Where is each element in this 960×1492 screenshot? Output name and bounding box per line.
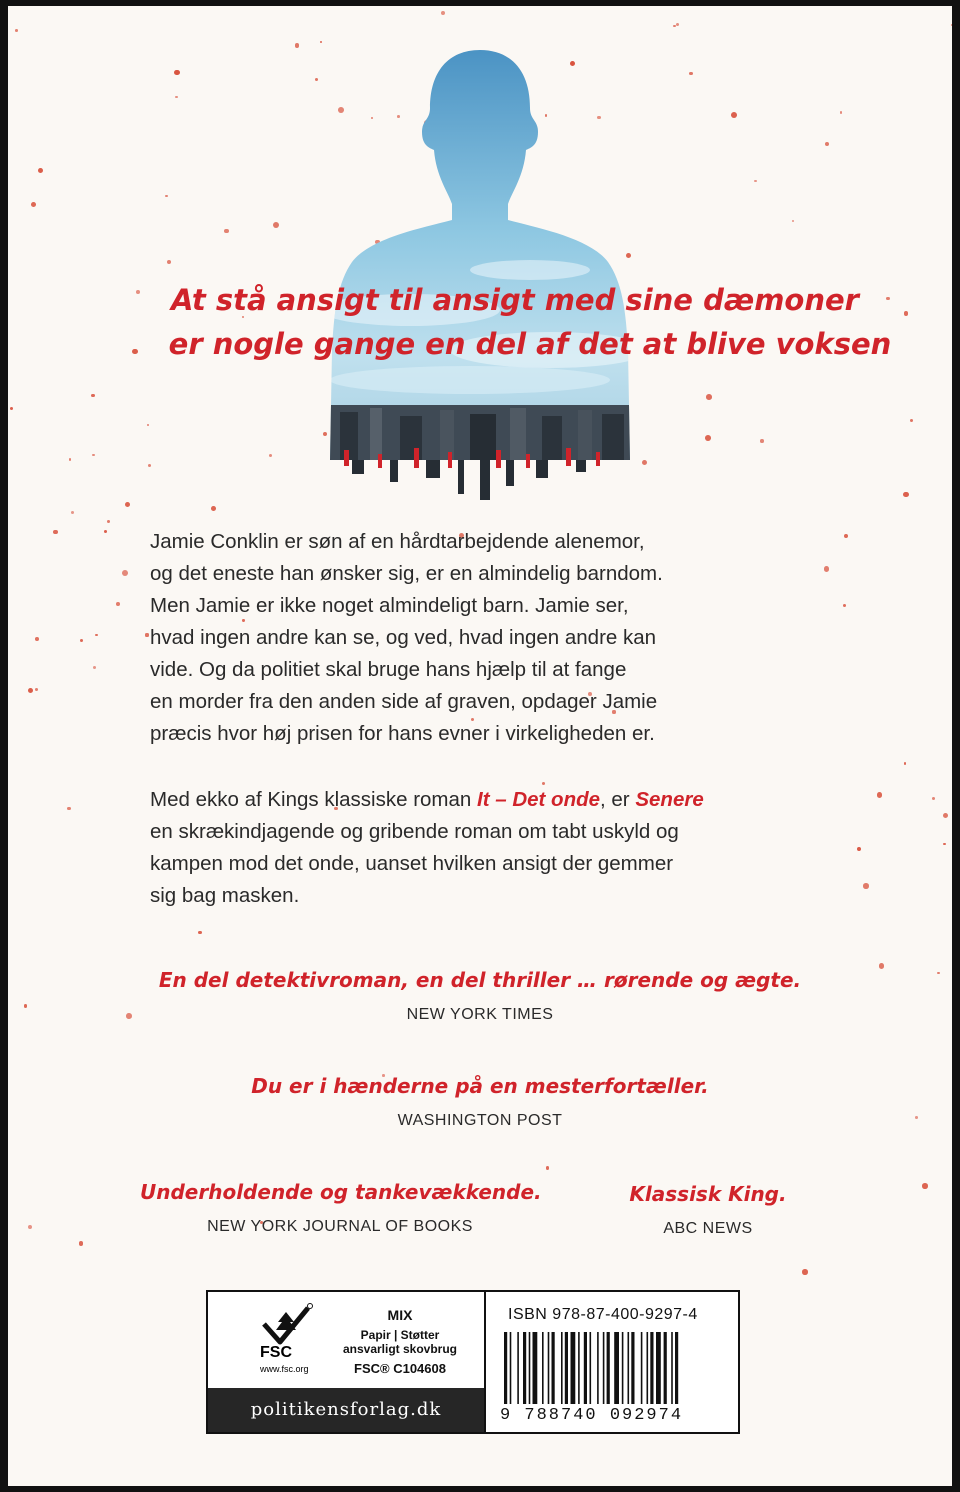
speck-dot bbox=[937, 972, 940, 975]
blurb-line: kampen mod det onde, uanset hvilken ansigt der gemmer bbox=[150, 852, 674, 875]
barcode-bar bbox=[523, 1332, 526, 1404]
book-title: Senere bbox=[635, 788, 704, 811]
speck-dot bbox=[15, 29, 18, 32]
speck-dot bbox=[92, 454, 94, 456]
blurb-text: Med ekko af Kings klassiske roman bbox=[150, 788, 477, 811]
fsc-label: FSC bbox=[260, 1344, 292, 1361]
blurb-line: vide. Og da politiet skal bruge hans hjælp til at fange bbox=[150, 658, 627, 681]
speck-dot bbox=[167, 260, 171, 264]
fsc-line-2: ansvarligt skovbrug bbox=[342, 1342, 458, 1356]
barcode-bar bbox=[578, 1332, 580, 1404]
barcode-bar bbox=[529, 1332, 531, 1404]
speck-dot bbox=[269, 454, 272, 457]
review-quote bbox=[140, 1178, 540, 1240]
barcode-bar bbox=[656, 1332, 661, 1404]
review-quote bbox=[108, 966, 852, 1028]
quote-text: Du er i hænderne på en mesterfortæller. bbox=[251, 1074, 709, 1098]
fsc-url: www.fsc.org bbox=[260, 1364, 309, 1374]
speck-dot bbox=[922, 1183, 927, 1188]
barcode-bar bbox=[675, 1332, 678, 1404]
blurb-text: , er bbox=[600, 788, 636, 811]
speck-dot bbox=[38, 168, 43, 173]
barcode-bar bbox=[565, 1332, 568, 1404]
speck-dot bbox=[35, 688, 38, 691]
speck-dot bbox=[198, 931, 202, 935]
speck-dot bbox=[35, 637, 39, 641]
barcode-bar bbox=[622, 1332, 624, 1404]
speck-dot bbox=[802, 1269, 807, 1274]
barcode-bar bbox=[597, 1332, 599, 1404]
speck-dot bbox=[104, 530, 107, 533]
blurb-line: sig bag masken. bbox=[150, 884, 300, 907]
speck-dot bbox=[211, 506, 216, 511]
speck-dot bbox=[857, 847, 861, 851]
barcode-bar bbox=[584, 1332, 587, 1404]
boy-silhouette-illustration bbox=[330, 50, 630, 500]
speck-dot bbox=[273, 222, 279, 228]
speck-dot bbox=[915, 1116, 918, 1119]
blurb-line: hvad ingen andre kan se, og ved, hvad ingen andre kan bbox=[150, 626, 657, 649]
speck-dot bbox=[165, 195, 168, 198]
barcode-bar bbox=[628, 1332, 630, 1404]
barcode-bar bbox=[504, 1332, 507, 1404]
box-divider bbox=[484, 1292, 486, 1432]
speck-dot bbox=[315, 78, 318, 81]
tagline-line-1: At stå ansigt til ansigt med sine dæmoner bbox=[171, 283, 859, 317]
fsc-line-1: Papir | Støtter bbox=[360, 1328, 440, 1342]
speck-dot bbox=[80, 639, 83, 642]
barcode-bar bbox=[671, 1332, 673, 1404]
quote-text: Underholdende og tankevækkende. bbox=[140, 1180, 542, 1204]
barcode-bar bbox=[561, 1332, 563, 1404]
speck-dot bbox=[71, 511, 74, 514]
barcode-bar bbox=[641, 1332, 643, 1404]
referenced-title: It – Det onde bbox=[477, 788, 601, 811]
blurb-line: og det eneste han ønsker sig, er en almindelig barndom. bbox=[150, 562, 663, 585]
speck-dot bbox=[840, 111, 842, 113]
speck-dot bbox=[932, 797, 935, 800]
speck-dot bbox=[224, 229, 229, 234]
speck-dot bbox=[93, 666, 96, 669]
blurb-line: en morder fra den anden side af graven, opdager Jamie bbox=[150, 690, 658, 713]
speck-dot bbox=[320, 41, 322, 43]
review-quote bbox=[108, 1072, 852, 1134]
speck-dot bbox=[642, 460, 647, 465]
fsc-code: FSC® C104608 bbox=[354, 1361, 446, 1376]
barcode-bar bbox=[664, 1332, 667, 1404]
barcode-bar bbox=[571, 1332, 576, 1404]
speck-dot bbox=[546, 1166, 549, 1169]
quote-source: NEW YORK JOURNAL OF BOOKS bbox=[207, 1218, 473, 1235]
speck-dot bbox=[877, 792, 882, 797]
barcode-bar bbox=[631, 1332, 634, 1404]
barcode-bar bbox=[533, 1332, 538, 1404]
barcode-info-box bbox=[206, 1290, 740, 1434]
publisher-url: politikensforlag.dk bbox=[208, 1388, 484, 1432]
speck-dot bbox=[24, 1004, 28, 1008]
fsc-certification bbox=[208, 1292, 484, 1388]
speck-dot bbox=[28, 688, 33, 693]
speck-dot bbox=[323, 432, 327, 436]
blurb-paragraph-1 bbox=[150, 526, 830, 750]
barcode-bar bbox=[614, 1332, 619, 1404]
speck-dot bbox=[689, 72, 692, 75]
speck-dot bbox=[122, 570, 128, 576]
speck-dot bbox=[79, 1241, 83, 1245]
blurb-line: Men Jamie er ikke noget almindeligt barn. Jamie ser, bbox=[150, 594, 629, 617]
barcode-bar bbox=[510, 1332, 512, 1404]
barcode-bar bbox=[542, 1332, 544, 1404]
barcode-bar bbox=[552, 1332, 555, 1404]
barcode-digits: 9 788740 092974 bbox=[500, 1406, 684, 1425]
isbn: ISBN 978-87-400-9297-4 bbox=[508, 1306, 698, 1323]
speck-dot bbox=[125, 502, 130, 507]
barcode-bar bbox=[603, 1332, 605, 1404]
speck-dot bbox=[673, 25, 676, 28]
speck-dot bbox=[910, 419, 914, 423]
speck-dot bbox=[174, 70, 180, 76]
speck-dot bbox=[676, 23, 679, 26]
fsc-mix: MIX bbox=[387, 1307, 413, 1323]
quote-text: En del detektivroman, en del thriller … rørende og ægte. bbox=[158, 968, 802, 992]
speck-dot bbox=[53, 530, 58, 535]
speck-dot bbox=[69, 458, 72, 461]
speck-dot bbox=[706, 394, 712, 400]
speck-dot bbox=[91, 394, 95, 398]
barcode-bar bbox=[650, 1332, 653, 1404]
speck-dot bbox=[175, 96, 178, 99]
quote-source: ABC NEWS bbox=[663, 1220, 753, 1237]
speck-dot bbox=[441, 11, 445, 15]
blurb-line: præcis hvor høj prisen for hans evner i virkeligheden er. bbox=[150, 722, 655, 745]
speck-dot bbox=[904, 762, 907, 765]
fsc-mix-text bbox=[340, 1308, 460, 1376]
quote-text: Klassisk King. bbox=[629, 1182, 787, 1206]
quote-source: NEW YORK TIMES bbox=[406, 1006, 554, 1023]
speck-dot bbox=[951, 24, 952, 26]
blurb bbox=[150, 526, 830, 912]
speck-dot bbox=[843, 604, 846, 607]
speck-dot bbox=[148, 464, 151, 467]
barcode-bar bbox=[590, 1332, 592, 1404]
barcode-bar bbox=[517, 1332, 519, 1404]
speck-dot bbox=[107, 520, 110, 523]
speck-dot bbox=[825, 142, 829, 146]
speck-dot bbox=[903, 492, 909, 498]
speck-dot bbox=[145, 633, 148, 636]
barcode bbox=[504, 1332, 724, 1406]
speck-dot bbox=[147, 424, 149, 426]
speck-dot bbox=[754, 180, 757, 183]
quote-source: WASHINGTON POST bbox=[397, 1112, 563, 1129]
speck-dot bbox=[731, 112, 737, 118]
speck-dot bbox=[95, 634, 97, 636]
fsc-tree-check-icon bbox=[258, 1302, 314, 1346]
speck-dot bbox=[879, 963, 885, 969]
speck-dot bbox=[31, 202, 36, 207]
speck-dot bbox=[67, 807, 70, 810]
barcode-bar bbox=[647, 1332, 649, 1404]
speck-dot bbox=[863, 883, 868, 888]
tagline bbox=[8, 278, 952, 366]
speck-dot bbox=[28, 1225, 32, 1229]
speck-dot bbox=[943, 813, 948, 818]
barcode-bar bbox=[607, 1332, 610, 1404]
review-quote bbox=[608, 1180, 808, 1242]
book-back-cover bbox=[8, 6, 952, 1486]
blurb-line: en skrækindjagende og gribende roman om tabt uskyld og bbox=[150, 820, 679, 843]
speck-dot bbox=[10, 407, 13, 410]
tagline-line-2: er nogle gange en del af det at blive voksen bbox=[168, 327, 892, 361]
barcode-bar bbox=[548, 1332, 550, 1404]
speck-dot bbox=[792, 220, 794, 222]
blurb-line: Jamie Conklin er søn af en hårdtarbejdende alenemor, bbox=[150, 530, 645, 553]
speck-dot bbox=[295, 43, 299, 47]
speck-dot bbox=[116, 602, 120, 606]
speck-dot bbox=[705, 435, 711, 441]
speck-dot bbox=[844, 534, 848, 538]
speck-dot bbox=[760, 439, 764, 443]
blurb-paragraph-2 bbox=[150, 784, 830, 912]
speck-dot bbox=[943, 843, 946, 846]
